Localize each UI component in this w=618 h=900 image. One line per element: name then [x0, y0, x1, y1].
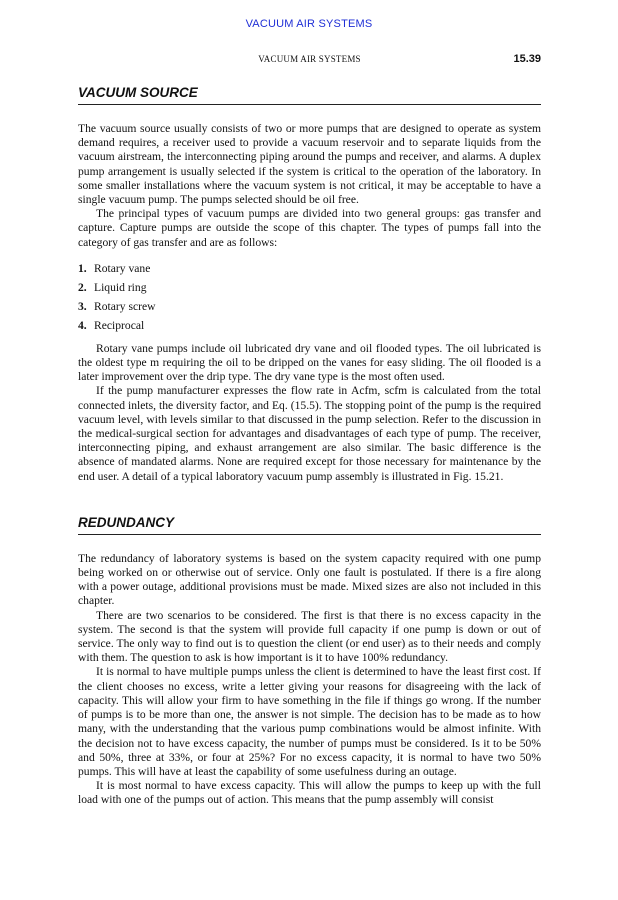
paragraph: Rotary vane pumps include oil lubricated dry vane and oil flooded types. The oil lubricated is the oldest type m requiring the oil to be dripped on the vanes for easy sliding. The oil flooded is a later improvement over the drip type. The dry vane type is the most often used. [78, 341, 541, 384]
section-heading-redundancy: REDUNDANCY [78, 514, 541, 535]
list-item-number: 4. [78, 318, 87, 332]
page-number: 15.39 [513, 53, 541, 65]
paragraph: It is most normal to have excess capacity. This will allow the pumps to keep up with the full load with one of the pumps out of action. This means that the pump assembly will consist [78, 779, 541, 807]
paragraph: There are two scenarios to be considered. The first is that there is no excess capacity in the system. The second is that the system will provide full capacity if one pump is down or out of service. The only way to find out is to question the client (or end user) as to their needs and comply with them. The question to ask is how important is it to have 100% redundancy. [78, 608, 541, 665]
list-item [78, 316, 541, 335]
section-heading-vacuum-source: VACUUM SOURCE [78, 84, 541, 105]
list-item-text: Rotary vane [94, 261, 151, 275]
list-item-text: Liquid ring [94, 280, 147, 294]
paragraph: The vacuum source usually consists of two or more pumps that are designed to operate as system demand requires, a receiver used to provide a vacuum reservoir and to separate liquids from the vacuum airstream, the interconnecting piping around the pumps and receiver, and alarms. A duplex pump arrangement is usually selected if the system is critical to the operation of the laboratory. In some smaller installations where the vacuum system is not critical, it may be acceptable to have a single vacuum pump. The pumps selected should be oil free. [78, 122, 541, 207]
list-item [78, 259, 541, 278]
list-item-number: 2. [78, 280, 87, 294]
document-banner: VACUUM AIR SYSTEMS [245, 18, 373, 30]
list-item [78, 278, 541, 297]
paragraph: It is normal to have multiple pumps unless the client is determined to have the least first cost. If the client chooses no excess, write a letter giving your reasons for disagreeing with the lack of capacity. This will allow your firm to have something in the file if things go wrong. If the number of pumps is to be more than one, the answer is not simple. The decision has to be made as to how many, with the understanding that the various pump combinations would be almost infinite. With the decision not to have excess capacity, the number of pumps must be considered. Is it to be 50% and 50%, three at 33%, or four at 25%? For no excess capacity, it is normal to have two 50% pumps. This will have at least the capability of some usefulness during an outage. [78, 665, 541, 778]
list-item-text: Reciprocal [94, 318, 145, 332]
list-item-number: 1. [78, 261, 87, 275]
paragraph: If the pump manufacturer expresses the flow rate in Acfm, scfm is calculated from the total connected inlets, the diversity factor, and Eq. (15.5). The stopping point of the pump is the required vacuum level, with levels similar to that discussed in the pump selection. Refer to the discussion in the medical-surgical section for advantages and disadvantages of each type of pump. The receiver, interconnecting piping, and exhaust arrangement are also similar. The basic difference is the absence of mandated alarms. None are required except for those necessary for maintenance by the end user. A detail of a typical laboratory vacuum pump assembly is illustrated in Fig. 15.21. [78, 384, 541, 483]
paragraph: The redundancy of laboratory systems is based on the system capacity required with one pump being worked on or otherwise out of service. Only one fault is postulated. If there is a fire along with a power outage, additional provisions must be made. Mixed sizes are also not included in this chapter. [78, 551, 541, 608]
page-content [78, 84, 541, 808]
list-item-text: Rotary screw [94, 299, 156, 313]
running-head-title: VACUUM AIR SYSTEMS [258, 54, 361, 64]
running-head [78, 54, 541, 68]
list-item-number: 3. [78, 299, 87, 313]
paragraph: The principal types of vacuum pumps are divided into two general groups: gas transfer and capture. Capture pumps are outside the scope of this chapter. The types of pumps fall into the category of gas transfer and are as follows: [78, 207, 541, 249]
list-item [78, 297, 541, 316]
pump-types-list [78, 259, 541, 335]
